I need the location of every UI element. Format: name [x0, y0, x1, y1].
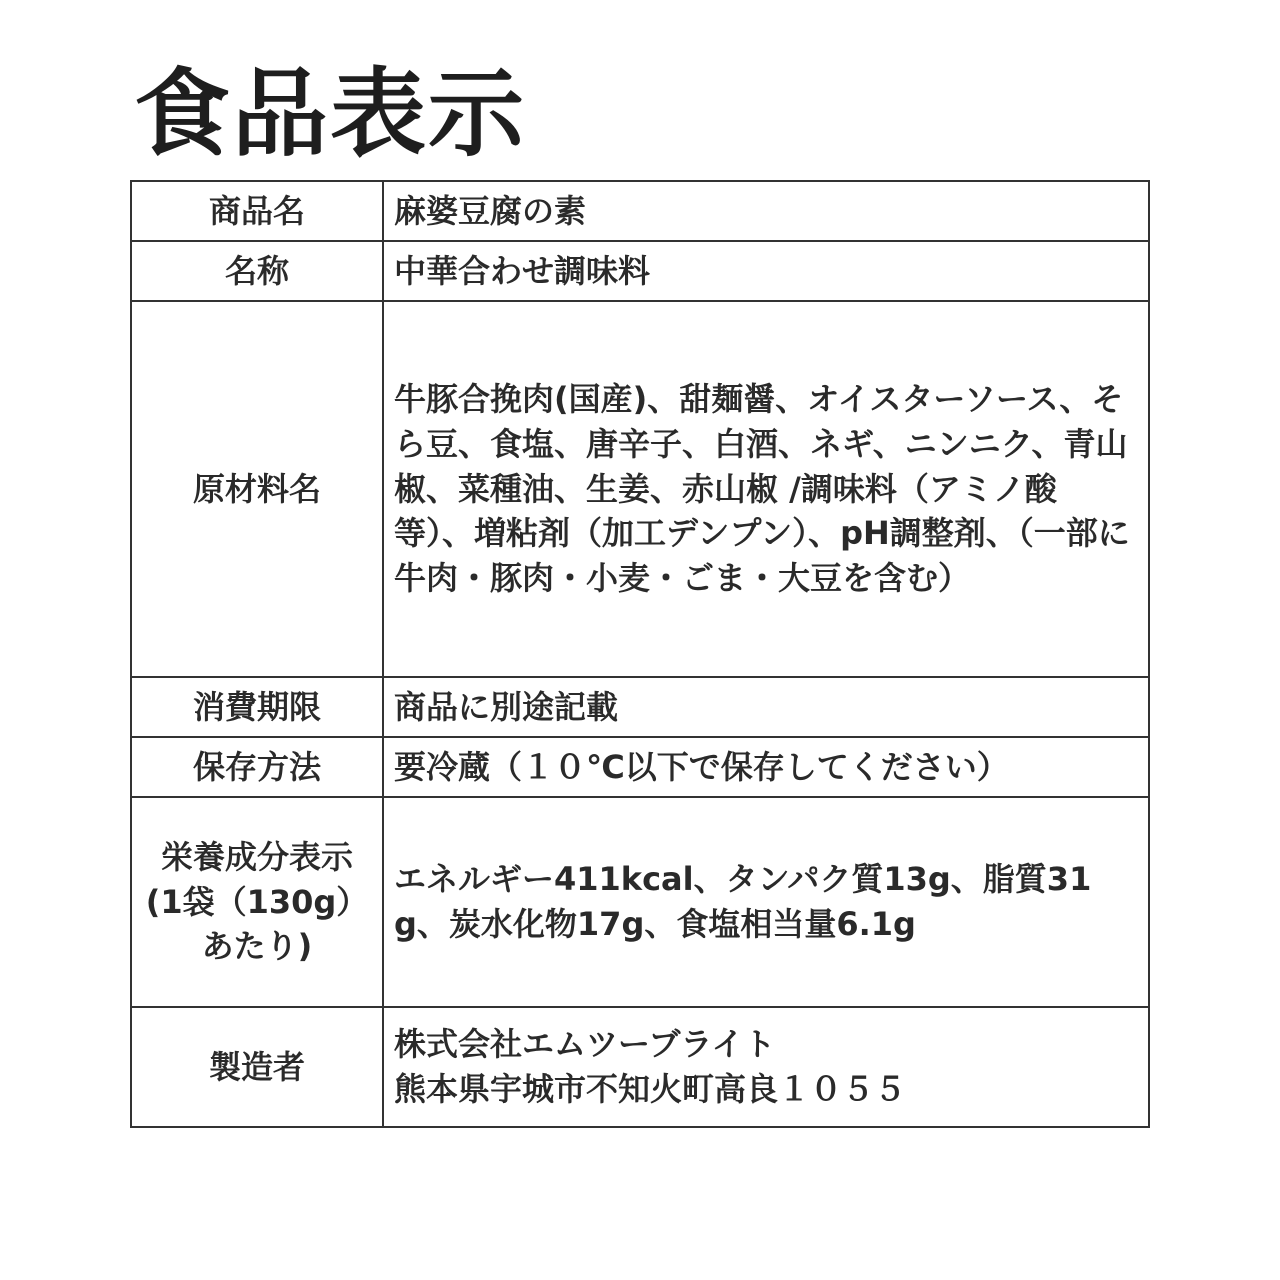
manufacturer-label: 製造者	[131, 1007, 383, 1127]
expiry-value: 商品に別途記載	[383, 677, 1149, 737]
ingredients-value: 牛豚合挽肉(国産)、甜麺醤、オイスターソース、そら豆、食塩、唐辛子、白酒、ネギ、ニンニク、青山椒、菜種油、生姜、赤山椒 /調味料（アミノ酸等）、増粘剤（加工デンプン）、pH調整剤、（一部に牛肉・豚肉・小麦・ごま・大豆を含む）	[383, 301, 1149, 677]
manufacturer-address: 熊本県宇城市不知火町高良１０５５	[394, 1070, 907, 1108]
name-value: 中華合わせ調味料	[383, 241, 1149, 301]
storage-label: 保存方法	[131, 737, 383, 797]
manufacturer-value	[383, 1007, 1149, 1127]
food-label-table	[130, 180, 1150, 1128]
product-name-value: 麻婆豆腐の素	[383, 181, 1149, 241]
table-row-expiry	[131, 677, 1149, 737]
table-row-storage	[131, 737, 1149, 797]
table-row-product-name	[131, 181, 1149, 241]
storage-value: 要冷蔵（１０℃以下で保存してください）	[383, 737, 1149, 797]
name-label: 名称	[131, 241, 383, 301]
table-row-manufacturer	[131, 1007, 1149, 1127]
expiry-label: 消費期限	[131, 677, 383, 737]
page-title: 食品表示	[134, 58, 526, 170]
ingredients-label: 原材料名	[131, 301, 383, 677]
table-row-nutrition	[131, 797, 1149, 1007]
nutrition-value: エネルギー411kcal、タンパク質13g、脂質31g、炭水化物17g、食塩相当量6.1g	[383, 797, 1149, 1007]
table-row-ingredients	[131, 301, 1149, 677]
table-row-name	[131, 241, 1149, 301]
nutrition-label: 栄養成分表示 (1袋（130g） あたり)	[131, 797, 383, 1007]
manufacturer-company: 株式会社エムツーブライト	[394, 1025, 776, 1064]
product-name-label: 商品名	[131, 181, 383, 241]
